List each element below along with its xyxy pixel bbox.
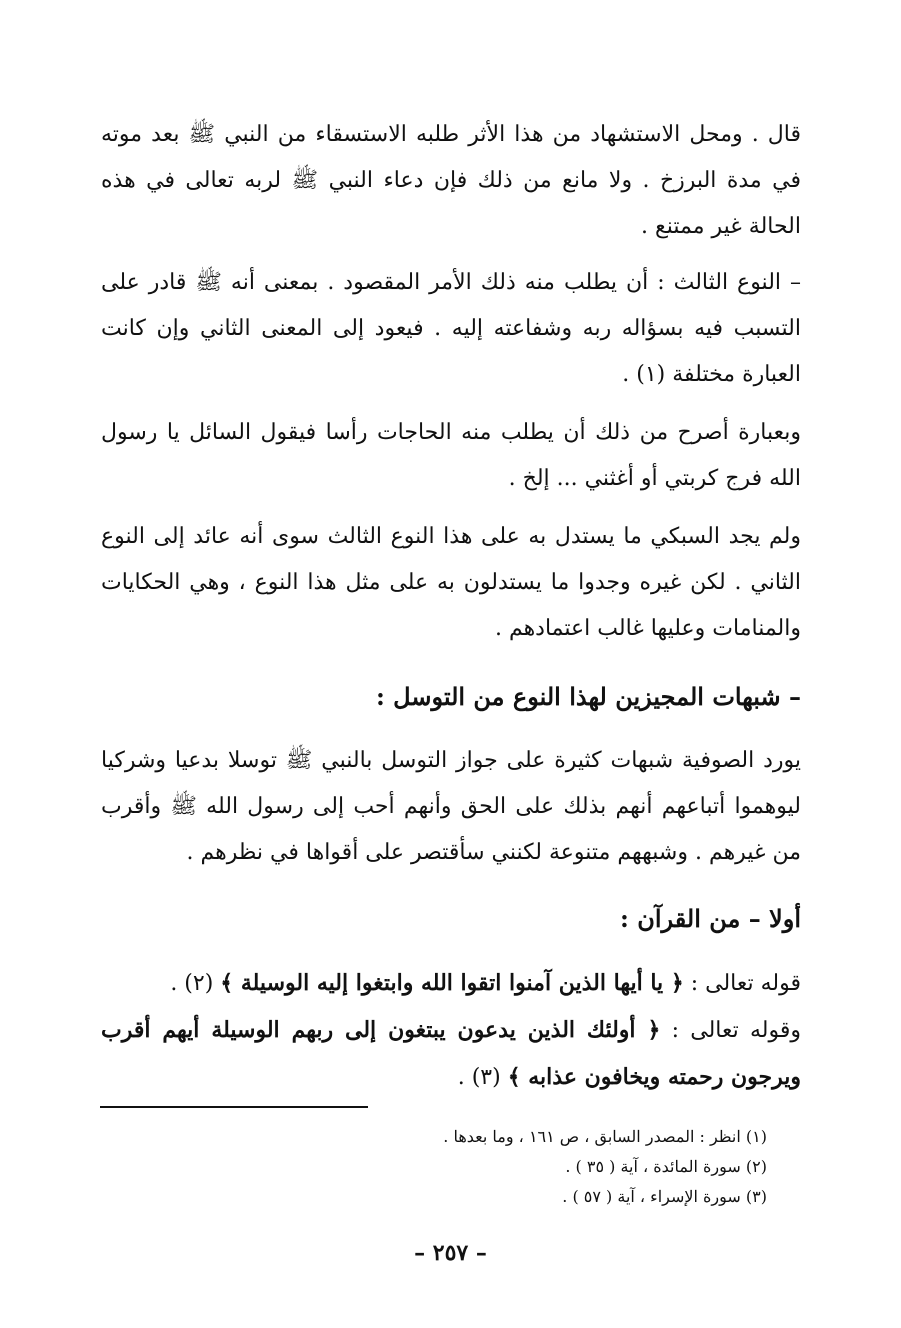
section-heading-quran: أولا – من القرآن : (619, 904, 801, 933)
footnotes (167, 1122, 767, 1212)
quran-verse-2: ﴿ أولئك الذين يدعون يبتغون إلى ربهم الوسيلة أيهم أقرب ويرجون رحمته ويخافون عذابه ﴾ (101, 1017, 801, 1090)
paragraph-verses (101, 960, 801, 1101)
section-heading-doubts: – شبهات المجيزين لهذا النوع من التوسل : (375, 682, 801, 711)
verse-ref-2: (٣) . (457, 1065, 508, 1090)
page-number: – ٢٥٧ – (414, 1240, 487, 1266)
paragraph-subki: ولم يجد السبكي ما يستدل به على هذا النوع الثالث سوى أنه عائد إلى النوع الثاني . لكن غيره وجدوا ما يستدلون به على مثل هذا النوع ، وهي الحكايات والمنامات وعليها غالب اعتمادهم . (101, 524, 801, 641)
footnote-2: (٢) سورة المائدة ، آية ( ٣٥ ) . (565, 1157, 767, 1176)
verse-intro-2: وقوله تعالى : (660, 1018, 802, 1043)
footnote-divider (100, 1106, 368, 1108)
paragraph-istisqa: قال . ومحل الاستشهاد من هذا الأثر طلبه الاستسقاء من النبي ﷺ بعد موته في مدة البرزخ . ولا مانع من ذلك فإن دعاء النبي ﷺ لربه تعالى في هذه الحالة غير ممتنع . (101, 122, 801, 239)
quran-verse-1: ﴿ يا أيها الذين آمنوا اتقوا الله وابتغوا إليه الوسيلة ﴾ (220, 970, 684, 996)
footnote-3: (٣) سورة الإسراء ، آية ( ٥٧ ) . (562, 1187, 767, 1206)
footnote-1: (١) انظر : المصدر السابق ، ص ١٦١ ، وما بعدها . (443, 1127, 767, 1146)
paragraph-sufi-doubts: يورد الصوفية شبهات كثيرة على جواز التوسل بالنبي ﷺ توسلا بدعيا وشركيا ليوهموا أتباعهم أنهم بذلك على الحق وأنهم أحب إلى رسول الله ﷺ وأقرب من غيرهم . وشبههم متنوعة لكنني سأقتصر على أقواها في نظرهم . (101, 748, 801, 865)
verse-intro-1: قوله تعالى : (683, 971, 801, 996)
paragraph-explicit-request: وبعبارة أصرح من ذلك أن يطلب منه الحاجات رأسا فيقول السائل يا رسول الله فرج كربتي أو أغثني ... إلخ . (101, 420, 801, 491)
paragraph-third-type: – النوع الثالث : أن يطلب منه ذلك الأمر المقصود . بمعنى أنه ﷺ قادر على التسبب فيه بسؤاله ربه وشفاعته إليه . فيعود إلى المعنى الثاني وإن كانت العبارة مختلفة (١) . (101, 270, 801, 387)
verse-ref-1: (٢) . (170, 971, 221, 996)
